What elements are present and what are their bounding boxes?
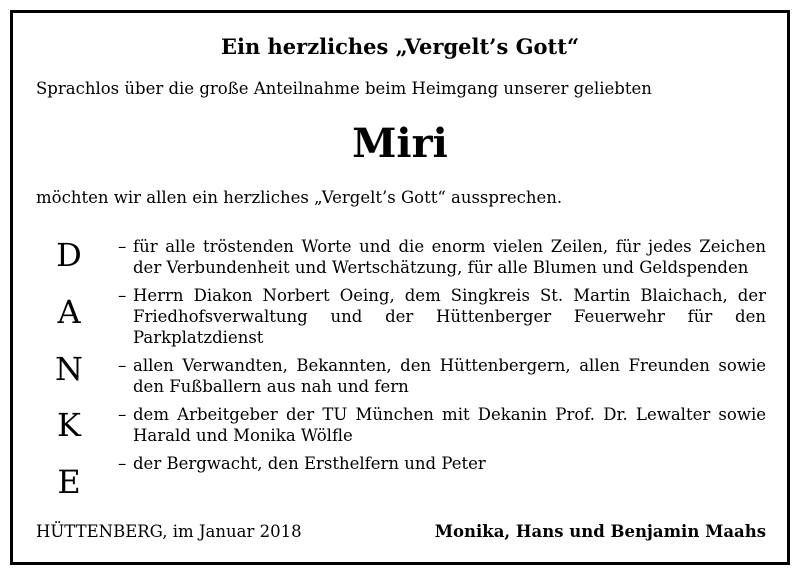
list-item: – Herrn Diakon Norbert Oeing, dem Singkreis St. Martin Blaichach, der Friedhofsverwaltung und der Hüttenberger Feuerwehr für den Parkplatzdienst	[118, 285, 766, 348]
danke-letter: A	[57, 293, 81, 331]
list-item: – allen Verwandten, Bekannten, den Hüttenbergern, allen Freunden sowie den Fußballern aus nah und fern	[118, 355, 766, 397]
danke-letter: D	[56, 236, 82, 274]
signatories: Monika, Hans und Benjamin Maahs	[434, 522, 766, 541]
notice-title: Ein herzliches „Vergelt’s Gott“	[220, 34, 580, 59]
danke-letter: N	[55, 350, 83, 388]
thanks-list	[118, 236, 766, 481]
list-item: – dem Arbeitgeber der TU München mit Dekanin Prof. Dr. Lewalter sowie Harald und Monika Wölfle	[118, 404, 766, 446]
closing-text: möchten wir allen ein herzliches „Vergelt’s Gott“ aussprechen.	[36, 188, 563, 207]
list-item: – für alle tröstenden Worte und die enorm vielen Zeilen, für jedes Zeichen der Verbundenheit und Wertschätzung, für alle Blumen und Geldspenden	[118, 236, 766, 278]
danke-letter: K	[57, 406, 81, 444]
danke-letter: E	[57, 463, 81, 501]
deceased-name: Miri	[352, 120, 448, 167]
intro-text: Sprachlos über die große Anteilnahme beim Heimgang unserer geliebten	[36, 79, 652, 98]
list-item: – der Bergwacht, den Ersthelfern und Peter	[118, 453, 766, 474]
place-date: HÜTTENBERG, im Januar 2018	[36, 522, 302, 541]
